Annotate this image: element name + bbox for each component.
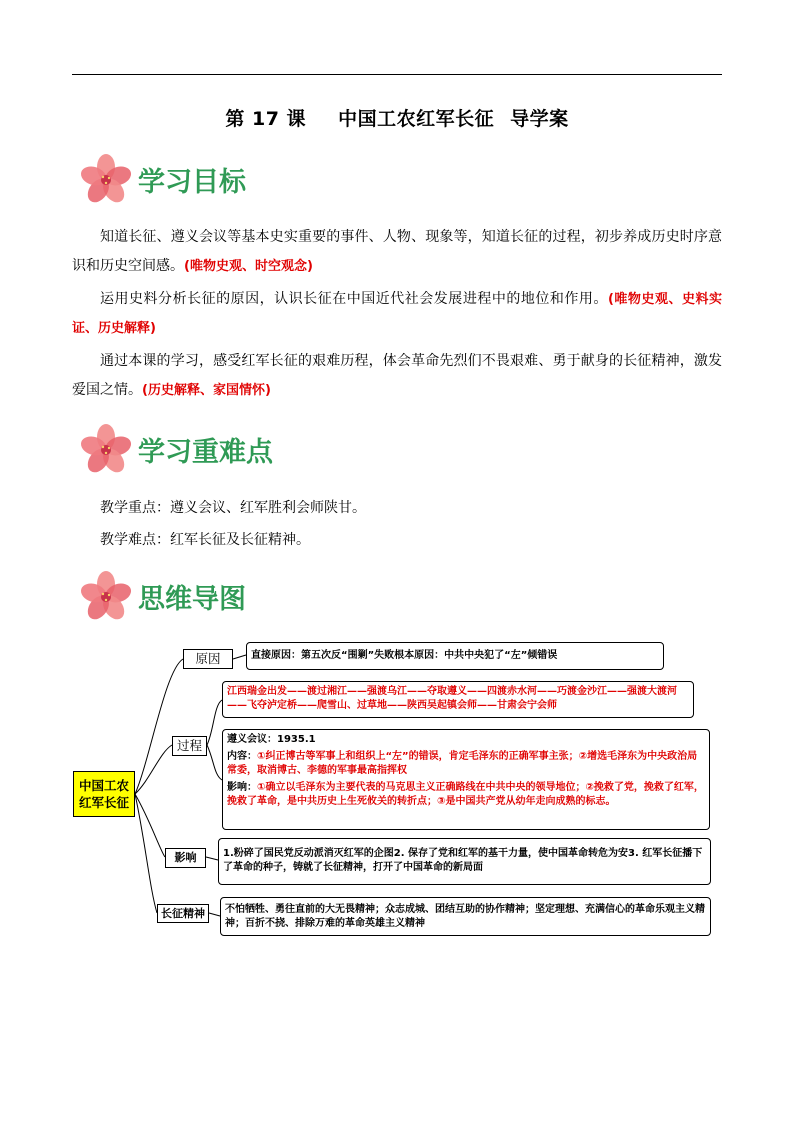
route-text: 江西瑞金出发——渡过湘江——强渡乌江——夺取遵义——四渡赤水河——巧渡金沙江——强渡大渡河——飞夺泸定桥——爬雪山、过草地——陕西吴起镇会师——甘肃会宁会师	[227, 686, 677, 711]
route-box	[222, 681, 694, 718]
impact-text: ①确立以毛泽东为主要代表的马克思主义正确路线在中共中央的领导地位；②挽救了党，挽救了红军，挽救了革命，是中共历史上生死攸关的转折点；③是中国共产党从幼年走向成熟的标志。	[227, 782, 704, 807]
zunyi-box	[222, 729, 710, 830]
influence-text: 1.粉碎了国民党反动派消灭红军的企图2. 保存了党和红军的基干力量，使中国革命转危为安3. 红军长征播下了革命的种子，铸就了长征精神，打开了中国革命的新局面	[223, 848, 703, 873]
spirit-text: 不怕牺牲、勇往直前的大无畏精神；众志成城、团结互助的协作精神；坚定理想、充满信心的革命乐观主义精神；百折不挠、排除万难的革命英雄主义精神	[225, 904, 705, 929]
objective-tag: (唯物史观、史料实证、历史解释)	[72, 292, 722, 336]
reason-box	[246, 642, 664, 670]
branch-reason: 原因	[183, 649, 233, 669]
lesson-suffix: 导学案	[510, 108, 569, 130]
section-heading: 学习目标	[138, 167, 246, 198]
page-title	[0, 104, 794, 131]
content-text: ①纠正博古等军事上和组织上“左”的错误，肯定毛泽东的正确军事主张；②增选毛泽东为中央政治局常委，取消博古、李德的军事最高指挥权	[227, 751, 698, 776]
section-objectives	[74, 150, 374, 210]
section-mind-map	[74, 567, 374, 627]
objective-text: 通过本课的学习，感受红军长征的艰难历程，体会革命先烈们不畏艰难、勇于献身的长征精神，激发爱国之情。	[72, 353, 722, 398]
content-label: 内容：	[227, 751, 257, 762]
objective-text: 运用史料分析长征的原因，认识长征在中国近代社会发展进程中的地位和作用。	[100, 291, 608, 307]
objective-2	[72, 285, 722, 343]
flower-icon	[76, 150, 136, 210]
impact-label: 影响：	[227, 782, 257, 793]
section-heading: 思维导图	[138, 584, 246, 615]
spirit-box	[220, 897, 711, 936]
zunyi-date: 遵义会议：1935.1	[227, 734, 316, 745]
objective-3	[72, 347, 722, 405]
lesson-name: 中国工农红军长征	[338, 108, 495, 130]
section-heading: 学习重难点	[138, 437, 273, 468]
zunyi-impact	[227, 781, 705, 809]
branch-process: 过程	[172, 736, 207, 756]
branch-influence: 影响	[165, 848, 206, 868]
header-rule	[72, 74, 722, 75]
objective-tag: (历史解释、家国情怀)	[142, 383, 271, 398]
flower-icon	[76, 567, 136, 627]
lesson-number: 第 17 课	[225, 108, 307, 130]
influence-box	[218, 838, 711, 885]
section-key-points	[74, 420, 374, 480]
teaching-focus: 教学重点：遵义会议、红军胜利会师陕甘。	[100, 500, 366, 516]
objective-tag: (唯物史观、时空观念)	[184, 259, 313, 274]
mind-map-center: 中国工农红军长征	[73, 771, 135, 817]
reason-text: 直接原因：第五次反“围剿”失败根本原因：中共中央犯了“左”倾错误	[251, 650, 558, 661]
objective-text: 知道长征、遵义会议等基本史实重要的事件、人物、现象等，知道长征的过程，初步养成历史时序意识和历史空间感。	[72, 229, 722, 274]
teaching-difficulty: 教学难点：红军长征及长征精神。	[100, 532, 310, 548]
objective-1	[72, 223, 722, 281]
zunyi-content	[227, 750, 705, 778]
flower-icon	[76, 420, 136, 480]
branch-spirit: 长征精神	[157, 904, 209, 923]
